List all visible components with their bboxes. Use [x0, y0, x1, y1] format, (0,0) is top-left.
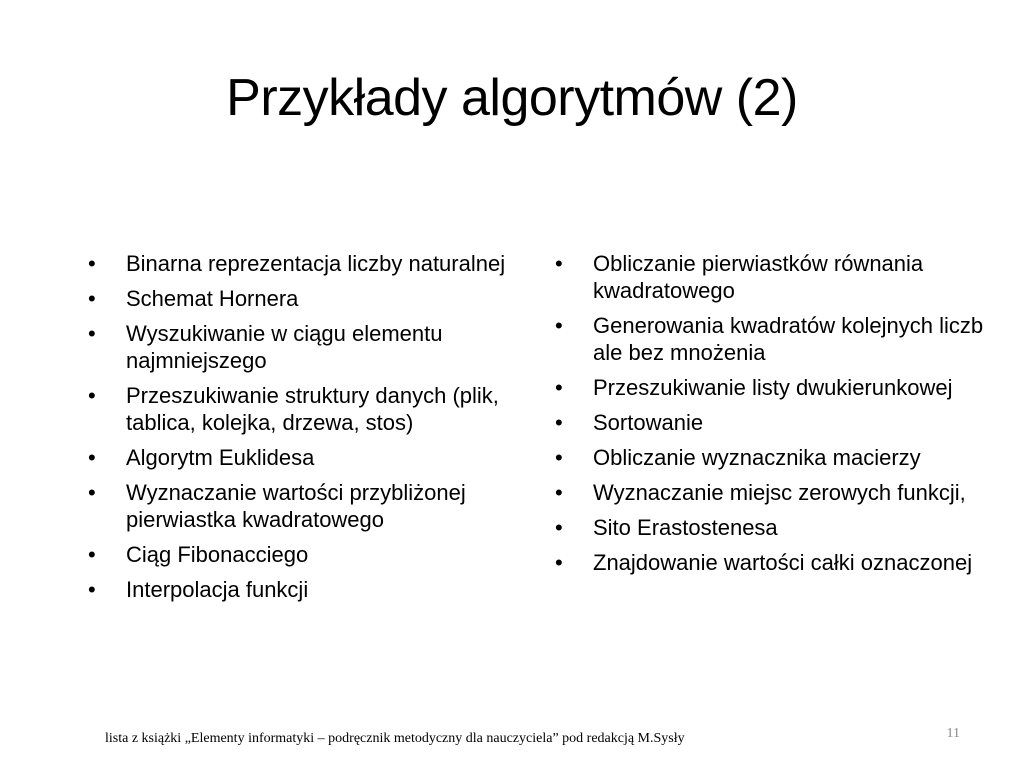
bullet-icon: •: [555, 251, 563, 276]
bullet-icon: •: [88, 577, 96, 602]
bullet-icon: •: [88, 251, 96, 276]
list-item-text: Wyszukiwanie w ciągu elementu najmniejszego: [126, 321, 443, 373]
list-item-text: Sito Erastostenesa: [593, 515, 778, 540]
bullet-icon: •: [555, 313, 563, 338]
list-item: [86, 285, 536, 312]
slide-title: Przykłady algorytmów (2): [226, 69, 798, 127]
bullet-icon: •: [555, 410, 563, 435]
list-item-text: Interpolacja funkcji: [126, 577, 309, 602]
footer-source-note: lista z książki „Elementy informatyki – podręcznik metodyczny dla nauczyciela” pod redakcją M.Sysły: [105, 731, 685, 746]
list-item: [86, 320, 536, 374]
list-item-text: Algorytm Euklidesa: [126, 445, 315, 470]
right-bullet-list: [553, 250, 1013, 584]
bullet-icon: •: [88, 383, 96, 408]
list-item: [86, 479, 536, 533]
list-item-text: Binarna reprezentacja liczby naturalnej: [126, 251, 506, 276]
list-item-text: Znajdowanie wartości całki oznaczonej: [593, 550, 973, 575]
list-item-text: Sortowanie: [593, 410, 704, 435]
bullet-icon: •: [88, 542, 96, 567]
bullet-icon: •: [88, 286, 96, 311]
bullet-icon: •: [88, 321, 96, 346]
list-item-text: Ciąg Fibonacciego: [126, 542, 309, 567]
list-item: [553, 479, 1013, 506]
list-item: [86, 382, 536, 436]
bullet-icon: •: [555, 375, 563, 400]
list-item: [86, 576, 536, 603]
list-item-text: Generowania kwadratów kolejnych liczb ale bez mnożenia: [593, 313, 984, 365]
list-item-text: Obliczanie pierwiastków równania kwadratowego: [593, 251, 924, 303]
bullet-icon: •: [555, 445, 563, 470]
list-item: [553, 514, 1013, 541]
bullet-icon: •: [555, 515, 563, 540]
list-item: [553, 250, 1013, 304]
bullet-icon: •: [88, 445, 96, 470]
list-item: [86, 250, 536, 277]
left-bullet-list: [86, 250, 536, 611]
list-item: [86, 444, 536, 471]
list-item: [86, 541, 536, 568]
list-item: [553, 374, 1013, 401]
list-item-text: Przeszukiwanie listy dwukierunkowej: [593, 375, 953, 400]
list-item-text: Schemat Hornera: [126, 286, 299, 311]
list-item-text: Wyznaczanie miejsc zerowych funkcji,: [593, 480, 966, 505]
bullet-icon: •: [555, 550, 563, 575]
list-item: [553, 312, 1013, 366]
list-item-text: Przeszukiwanie struktury danych (plik, tablica, kolejka, drzewa, stos): [126, 383, 499, 435]
list-item: [553, 549, 1013, 576]
list-item: [553, 444, 1013, 471]
bullet-icon: •: [88, 480, 96, 505]
bullet-icon: •: [555, 480, 563, 505]
list-item-text: Obliczanie wyznacznika macierzy: [593, 445, 921, 470]
list-item-text: Wyznaczanie wartości przybliżonej pierwiastka kwadratowego: [126, 480, 466, 532]
list-item: [553, 409, 1013, 436]
slide-number: 11: [946, 726, 960, 741]
